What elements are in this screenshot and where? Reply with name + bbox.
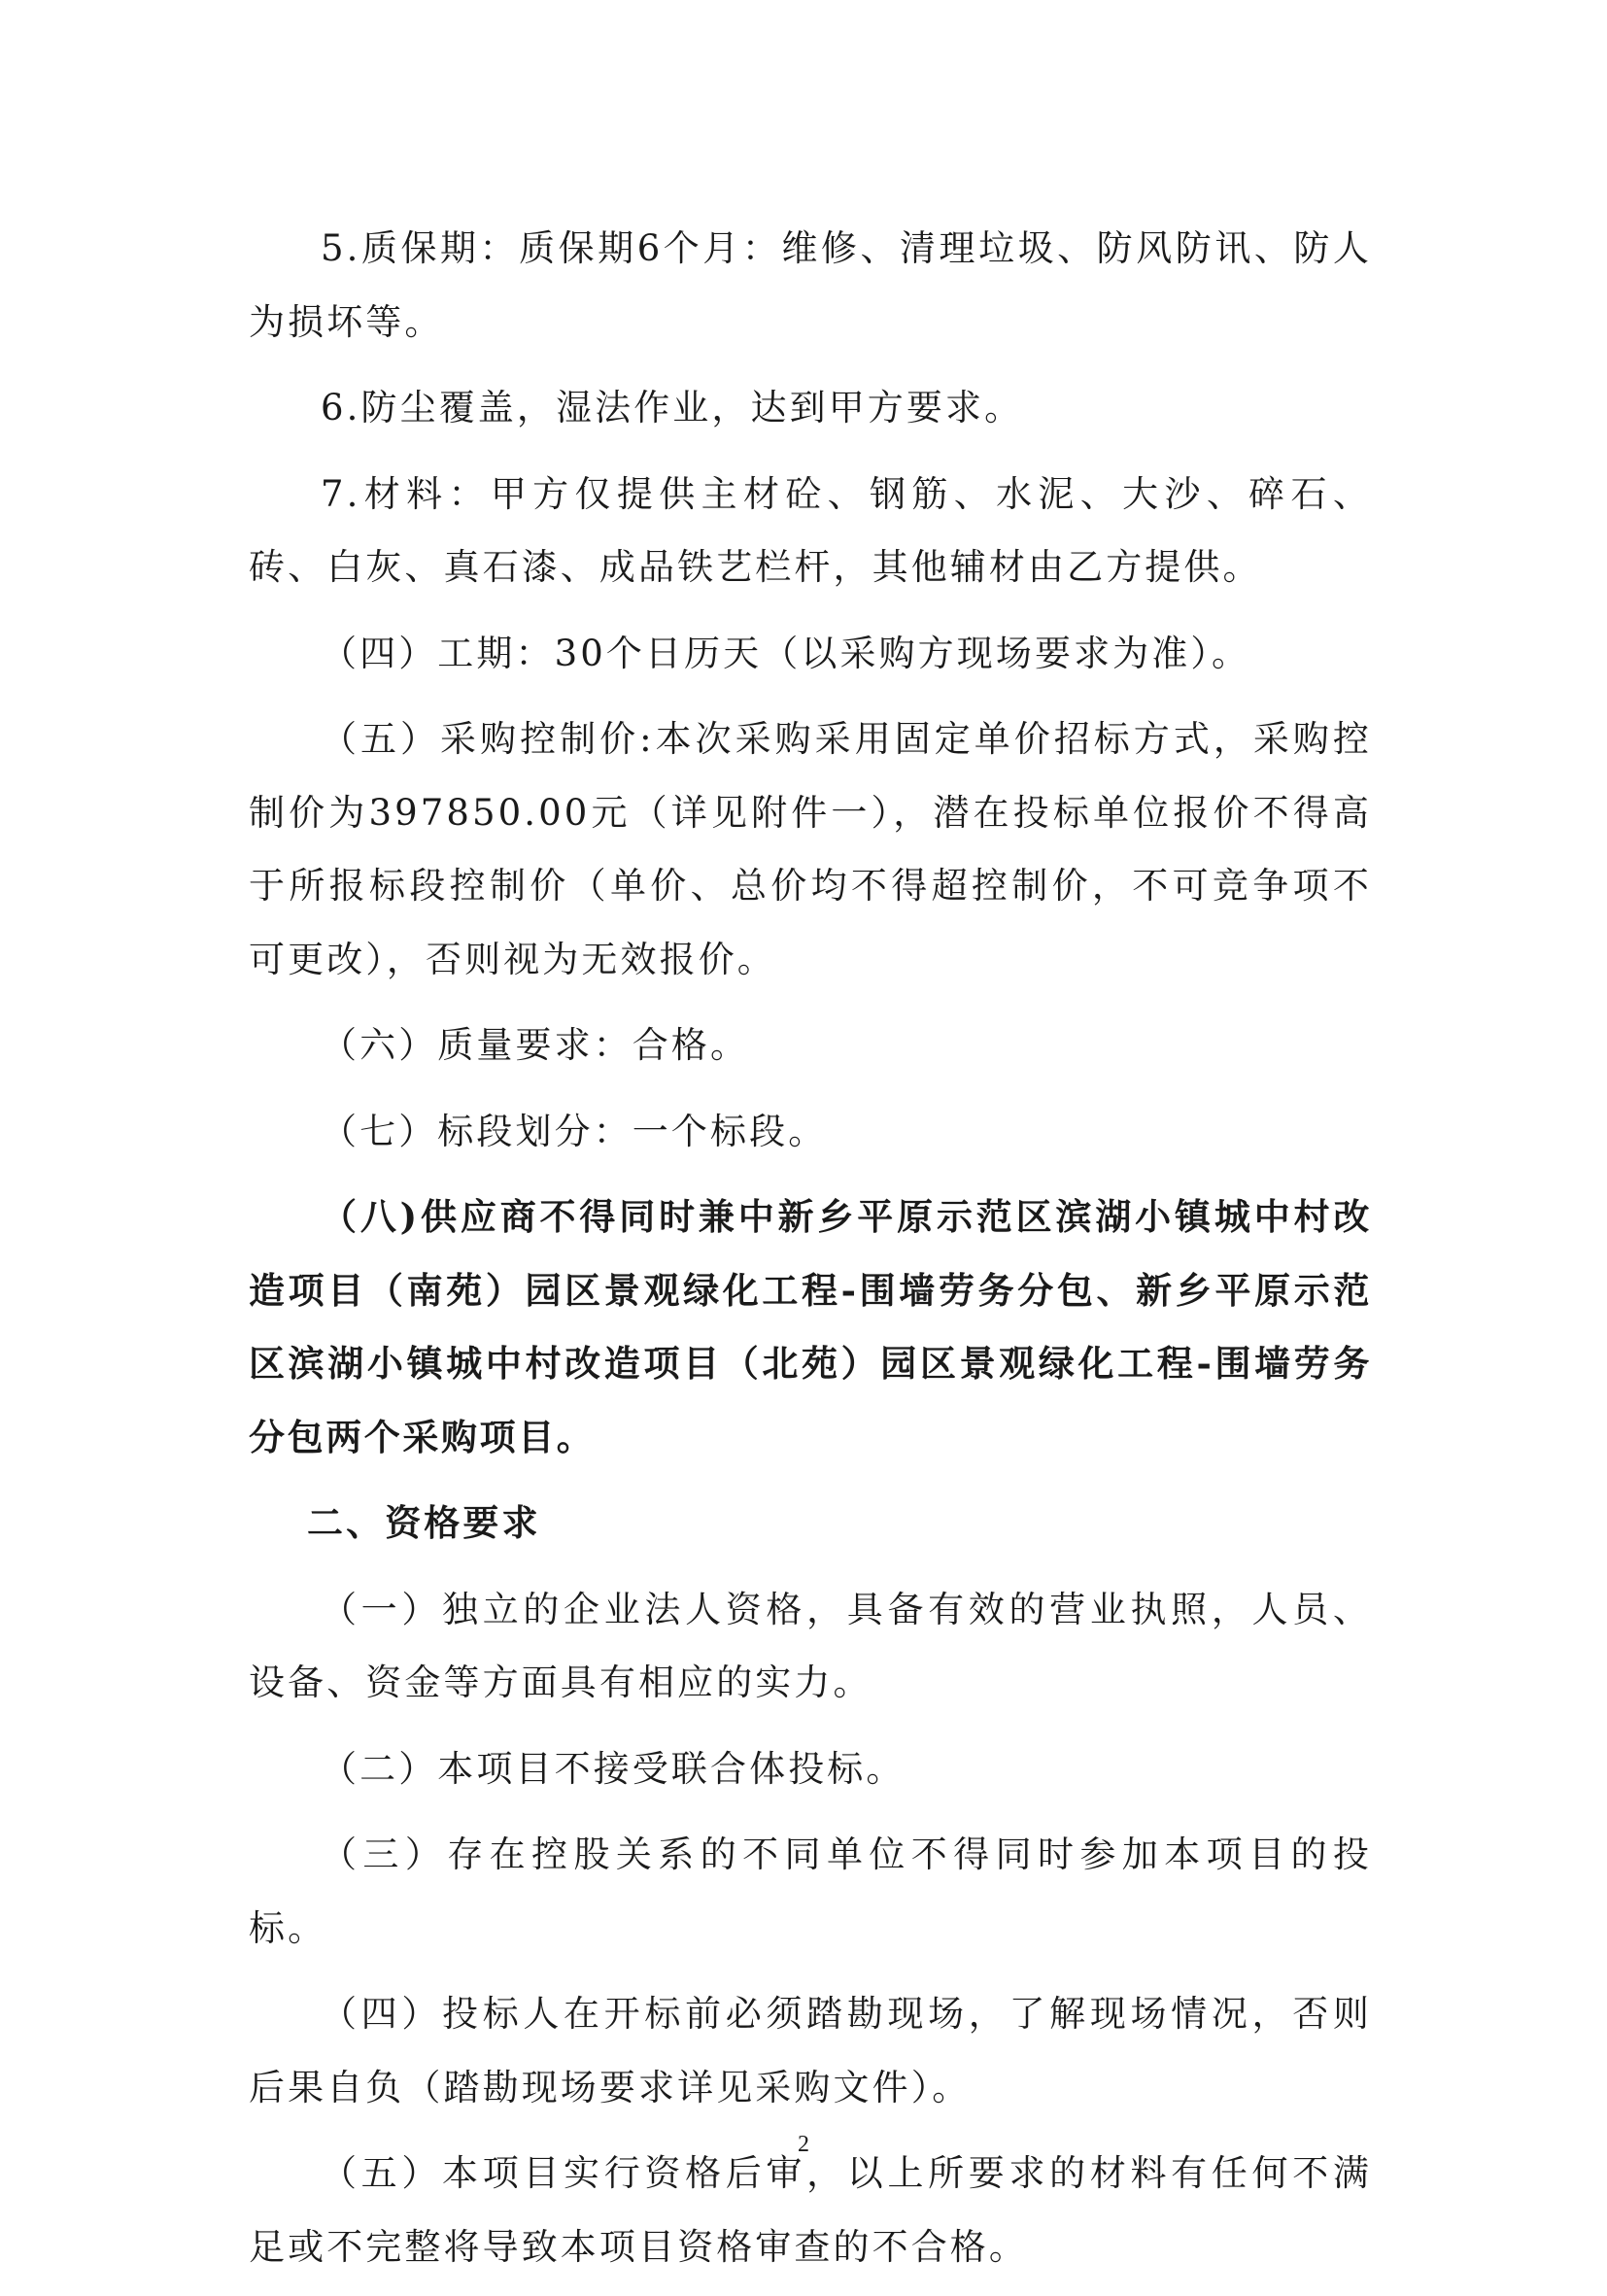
- paragraph-quality: （六）质量要求：合格。: [321, 1024, 750, 1066]
- section-heading-qualification: 二、资格要求: [307, 1501, 541, 1544]
- page-number: 2: [798, 2132, 809, 2157]
- paragraph-qualification-5: （五）本项目实行资格后审，以上所要求的材料有任何不满足或不完整将导致本项目资格审查的不合格。: [249, 2152, 1372, 2268]
- paragraph-materials: 7.材料：甲方仅提供主材砼、钢筋、水泥、大沙、碎石、砖、白灰、真石漆、成品铁艺栏杆，其他辅材由乙方提供。: [249, 472, 1372, 588]
- paragraph-duration: （四）工期：30个日历天（以采购方现场要求为准）。: [321, 632, 1251, 674]
- document-body: [249, 212, 1372, 2296]
- paragraph-qualification-4: （四）投标人在开标前必须踏勘现场，了解现场情况，否则后果自负（踏勘现场要求详见采购文件）。: [249, 1993, 1372, 2108]
- paragraph-control-price: （五）采购控制价:本次采购采用固定单价招标方式，采购控制价为397850.00元（详见附件一），潜在投标单位报价不得高于所报标段控制价（单价、总价均不得超控制价，不可竞争项不可更改），否则视为无效报价。: [249, 718, 1372, 980]
- paragraph-qualification-1: （一）独立的企业法人资格，具备有效的营业执照，人员、设备、资金等方面具有相应的实力。: [249, 1588, 1372, 1703]
- paragraph-qualification-3: （三）存在控股关系的不同单位不得同时参加本项目的投标。: [249, 1833, 1372, 1949]
- paragraph-warranty: 5.质保期：质保期6个月：维修、清理垃圾、防风防讯、防人为损坏等。: [249, 227, 1372, 343]
- paragraph-qualification-2: （二）本项目不接受联合体投标。: [321, 1747, 906, 1790]
- paragraph-dust-control: 6.防尘覆盖，湿法作业，达到甲方要求。: [321, 387, 1024, 428]
- paragraph-lots: （七）标段划分：一个标段。: [321, 1110, 828, 1152]
- paragraph-supplier-restriction: （八)供应商不得同时兼中新乡平原示范区滨湖小镇城中村改造项目（南苑）园区景观绿化工程-围墙劳务分包、新乡平原示范区滨湖小镇城中村改造项目（北苑）园区景观绿化工程-围墙劳务分包两个采购项目。: [249, 1195, 1372, 1458]
